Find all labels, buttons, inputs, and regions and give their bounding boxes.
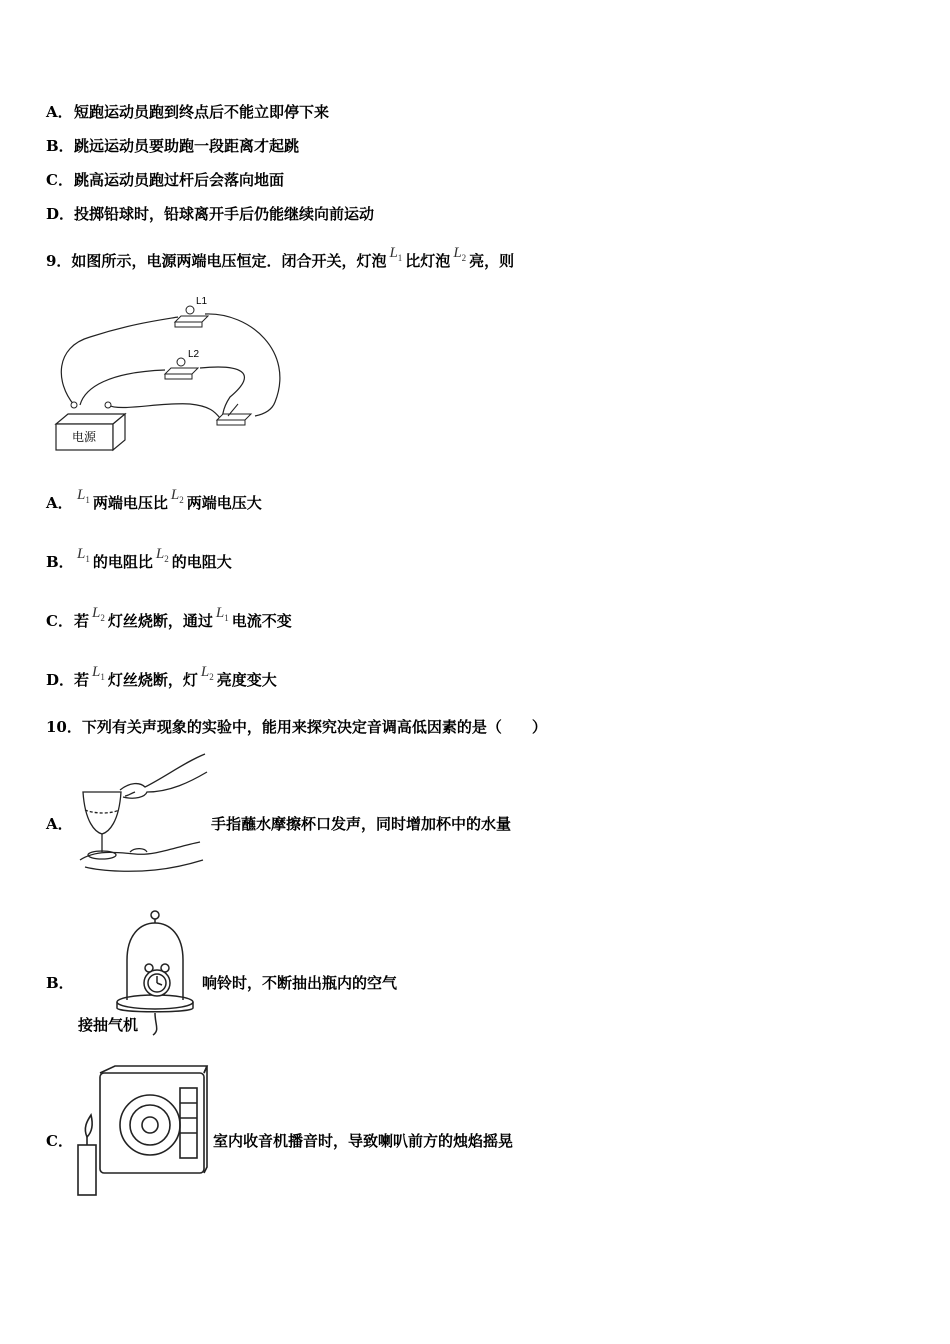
option-letter: C． xyxy=(46,171,73,189)
option-text: 跳远运动员要助跑一段距离才起跳 xyxy=(74,137,300,155)
option-letter: D． xyxy=(46,671,75,689)
option-text: 若 xyxy=(74,612,90,630)
option-text: 灯丝烧断，通过 xyxy=(107,612,213,630)
q9-option-d xyxy=(46,664,277,691)
option-text: 两端电压大 xyxy=(186,494,262,512)
symbol-l2: $L_2$ xyxy=(453,245,467,263)
symbol-l2: $L_2$ xyxy=(155,546,169,564)
option-text: 灯丝烧断，灯 xyxy=(107,671,198,689)
circuit-diagram xyxy=(50,292,290,454)
option-text: 投掷铅球时，铅球离开手后仍能继续向前运动 xyxy=(74,205,375,223)
radio-candle-figure xyxy=(75,1063,210,1201)
option-letter: A． xyxy=(46,494,73,512)
symbol-l1: $L_1$ xyxy=(92,664,105,682)
option-letter: B． xyxy=(46,137,74,155)
option-letter: B． xyxy=(46,553,74,571)
option-text: 若 xyxy=(74,671,90,689)
symbol-l1: $L_1$ xyxy=(77,487,90,505)
q9-option-c xyxy=(46,605,292,632)
option-letter: A． xyxy=(46,103,73,121)
symbol-l1: $L_1$ xyxy=(77,546,90,564)
q9-stem-text: 亮，则 xyxy=(469,252,515,270)
q8-option-d xyxy=(46,203,374,224)
option-letter: C． xyxy=(46,612,73,630)
label-l1: L1 xyxy=(196,296,208,307)
option-text: 电流不变 xyxy=(231,612,292,630)
wine-glass-figure xyxy=(75,752,210,882)
option-text: 跳高运动员跑过杆后会落向地面 xyxy=(74,171,285,189)
option-text: 短跑运动员跑到终点后不能立即停下来 xyxy=(74,103,330,121)
option-text: 两端电压比 xyxy=(92,494,168,512)
q8-option-a xyxy=(46,101,329,122)
option-letter: D． xyxy=(46,205,75,223)
symbol-l1: $L_1$ xyxy=(389,245,403,263)
q9-option-a xyxy=(46,487,262,514)
q8-option-b xyxy=(46,135,299,156)
q10-stem: 10．下列有关声现象的实验中，能用来探究决定音调高低因素的是（ ） xyxy=(46,718,547,736)
symbol-l2: $L_2$ xyxy=(92,605,105,623)
q10-option-a-letter: A． xyxy=(46,815,73,833)
q10-option-b-text: 响铃时，不断抽出瓶内的空气 xyxy=(202,974,398,992)
option-text: 的电阻比 xyxy=(92,553,153,571)
q9-stem-text: 9．如图所示，电源两端电压恒定．闭合开关，灯泡 xyxy=(46,252,387,270)
label-l2: L2 xyxy=(188,349,200,360)
q10-option-a-text: 手指蘸水摩擦杯口发声，同时增加杯中的水量 xyxy=(211,815,512,833)
q10-option-c-letter: C． xyxy=(46,1132,73,1150)
power-label: 电源 xyxy=(72,430,97,444)
vacuum-pump-label: 接抽气机 xyxy=(78,1016,139,1034)
option-text: 的电阻大 xyxy=(171,553,232,571)
symbol-l2: $L_2$ xyxy=(170,487,184,505)
q9-stem-text: 比灯泡 xyxy=(405,252,451,270)
q9-option-b xyxy=(46,546,232,573)
q10-option-c-text: 室内收音机播音时，导致喇叭前方的烛焰摇晃 xyxy=(213,1132,514,1150)
symbol-l1: $L_1$ xyxy=(215,605,229,623)
q10-option-b-letter: B． xyxy=(46,974,74,992)
q8-option-c xyxy=(46,169,284,190)
symbol-l2: $L_2$ xyxy=(200,664,214,682)
option-text: 亮度变大 xyxy=(216,671,277,689)
q9-stem xyxy=(46,245,515,272)
